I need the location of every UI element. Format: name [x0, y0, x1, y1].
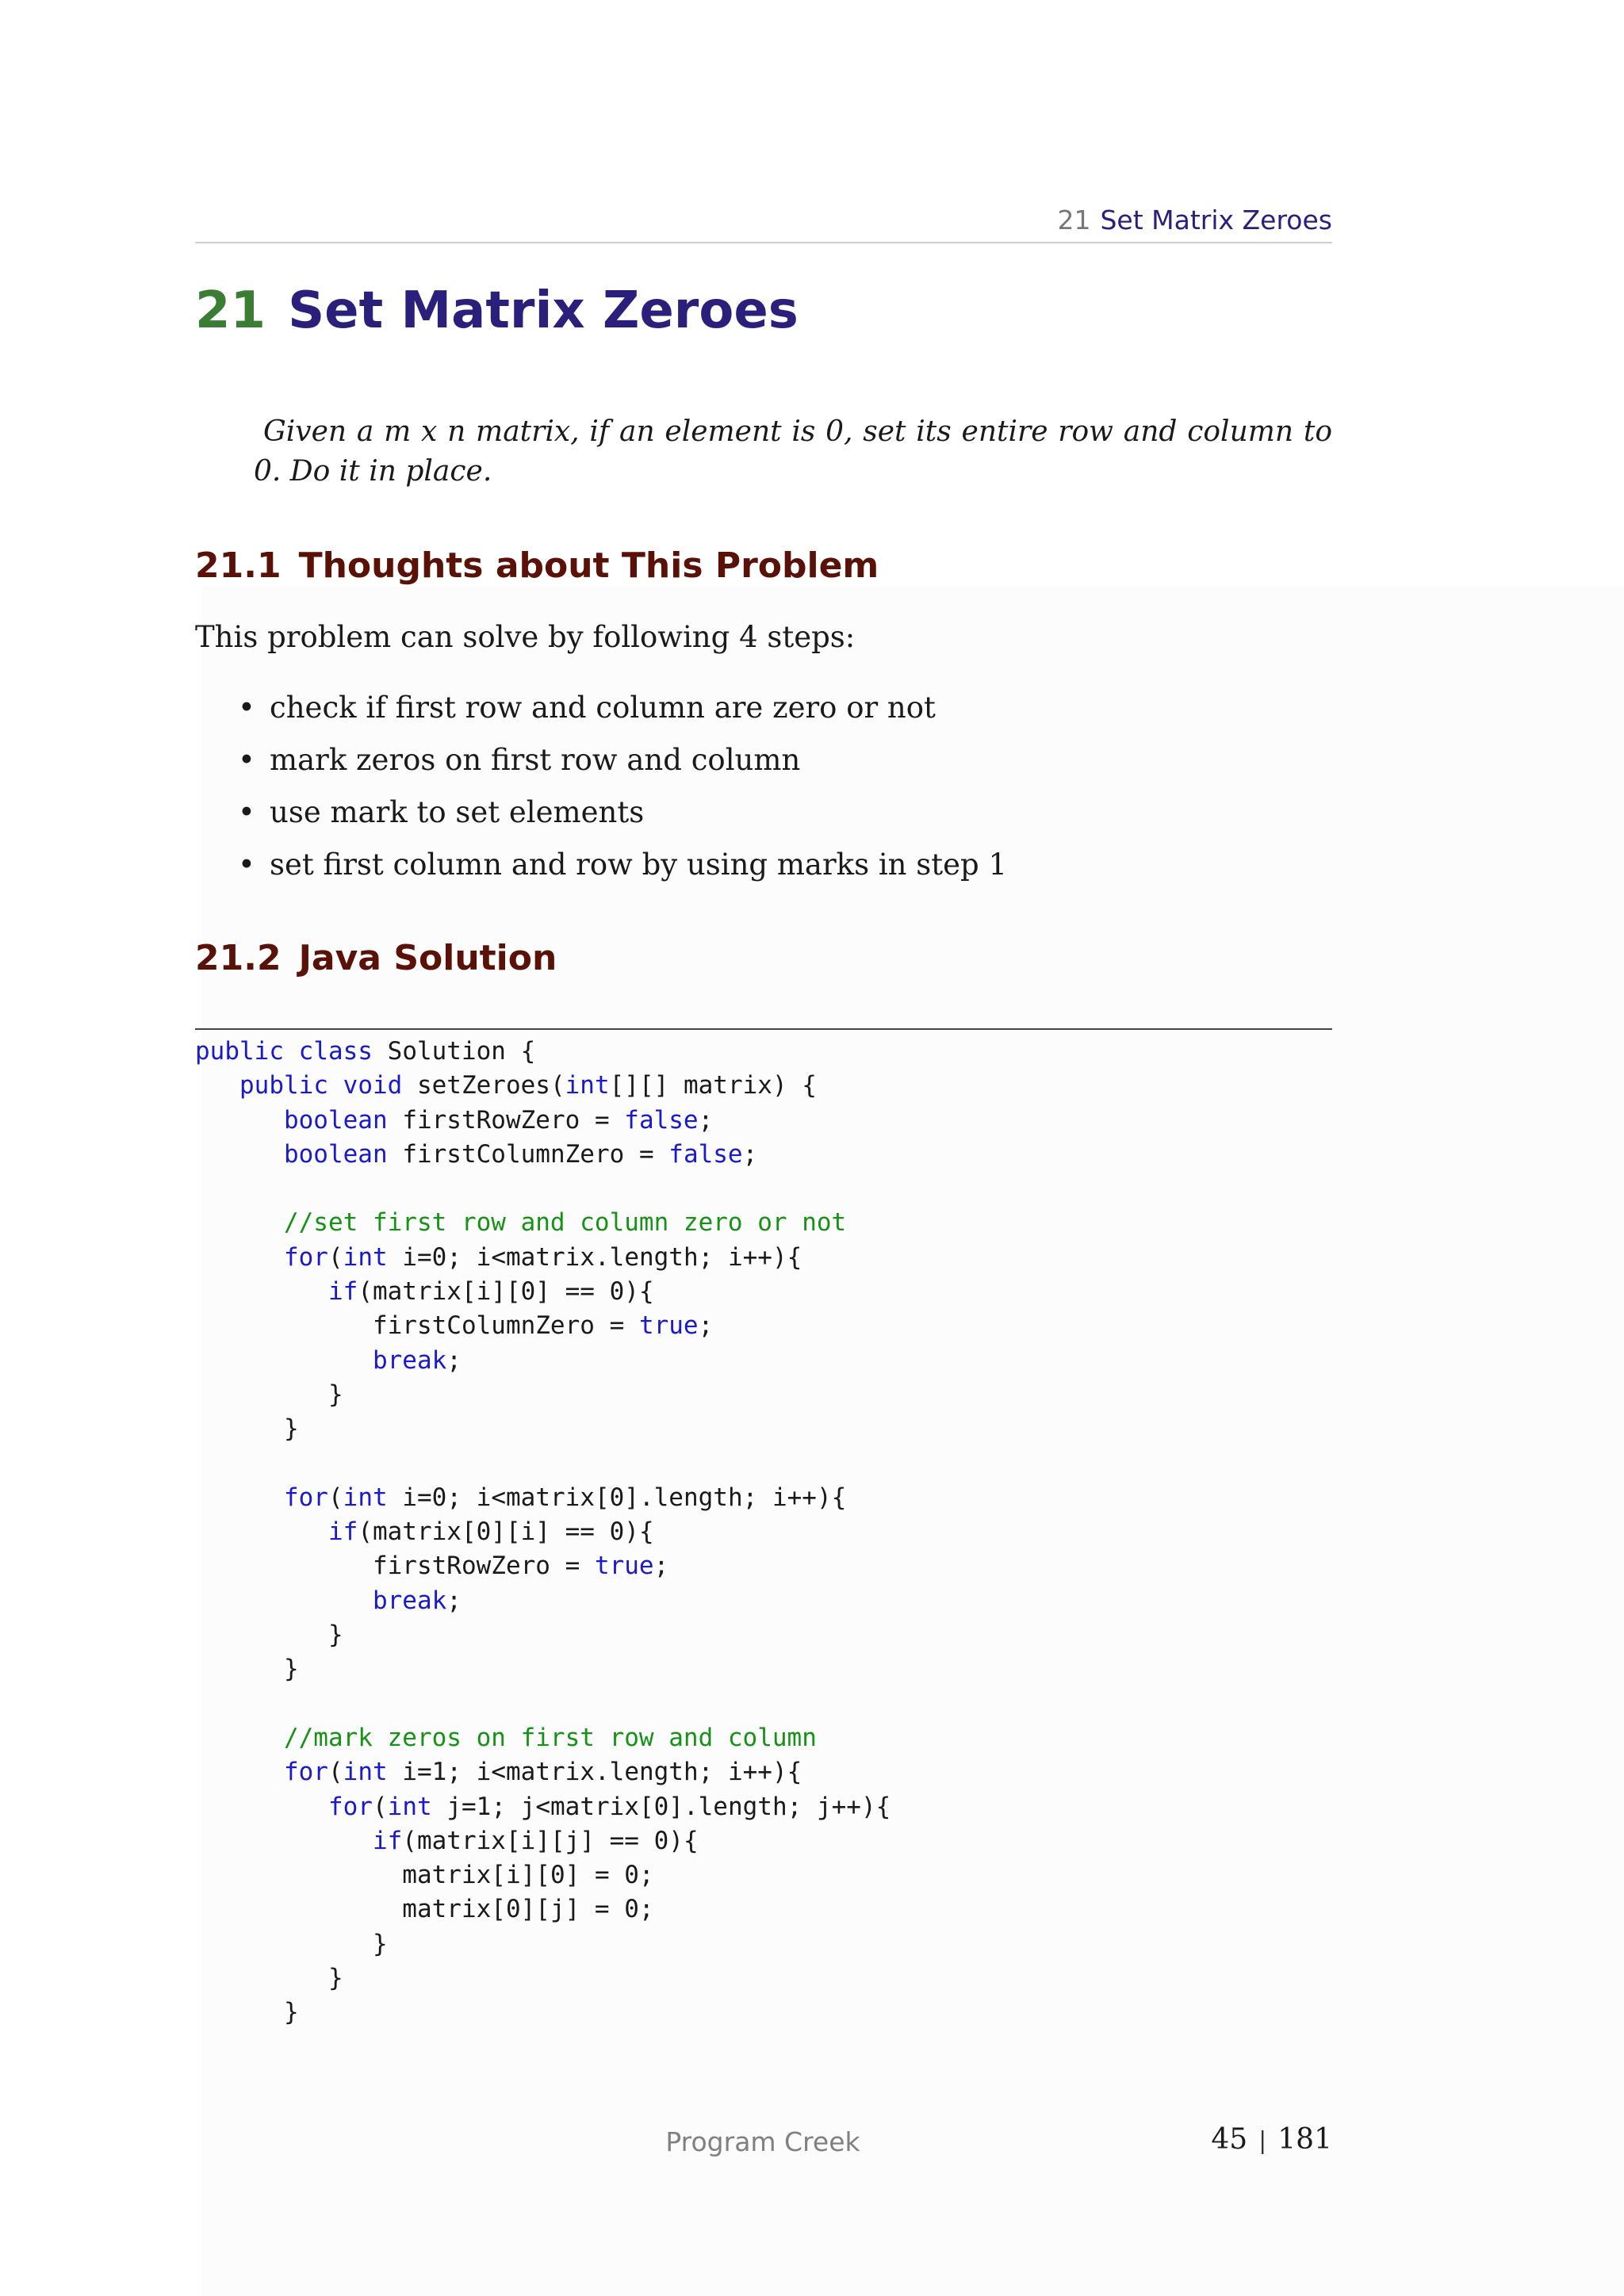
- code-line: [195, 1447, 891, 1481]
- code-line: [195, 1172, 891, 1206]
- code-line: if(matrix[i][0] == 0){: [327, 1277, 654, 1307]
- running-head-title: Set Matrix Zeroes: [1100, 205, 1332, 235]
- code-line: for(int j=1; j<matrix[0].length; j++){: [327, 1792, 891, 1821]
- code-line: for(int i=0; i<matrix.length; i++){: [283, 1242, 802, 1272]
- code-line: }: [195, 1414, 299, 1444]
- code-line: matrix[0][j] = 0;: [402, 1895, 654, 1924]
- code-line: //set first row and column zero or not: [283, 1208, 847, 1238]
- code-line: break;: [372, 1345, 462, 1375]
- code-line: boolean firstRowZero = false;: [283, 1105, 714, 1135]
- list-item: • mark zeros on first row and column: [238, 734, 1007, 786]
- running-head-number: 21: [1057, 205, 1091, 235]
- code-line: if(matrix[i][j] == 0){: [372, 1826, 699, 1855]
- code-line: }: [195, 1380, 343, 1409]
- list-item: • set first column and row by using marks in step 1: [238, 839, 1007, 891]
- chapter-number: 21: [195, 281, 266, 340]
- page-separator: |: [1258, 2127, 1267, 2155]
- page-number: [1174, 2123, 1332, 2156]
- section-title: Thoughts about This Problem: [298, 545, 879, 586]
- code-line: firstRowZero = true;: [372, 1552, 669, 1581]
- code-listing: [195, 1035, 891, 2030]
- code-line: }: [195, 1998, 299, 2027]
- code-line: }: [195, 1964, 343, 1993]
- code-line: }: [195, 1655, 299, 1684]
- list-item: • check if first row and column are zero or not: [238, 682, 1007, 734]
- code-line: //mark zeros on first row and column: [283, 1723, 817, 1752]
- current-page: 45: [1211, 2123, 1248, 2156]
- code-line: }: [195, 1929, 388, 1958]
- code-line: }: [195, 1621, 343, 1650]
- chapter-title: [195, 281, 799, 340]
- section-heading-java: [195, 938, 557, 978]
- code-line: break;: [372, 1586, 462, 1615]
- intro-paragraph: This problem can solve by following 4 steps:: [195, 620, 856, 654]
- code-line: firstColumnZero = true;: [372, 1311, 714, 1341]
- code-top-rule: [195, 1028, 1332, 1030]
- total-pages: 181: [1277, 2123, 1332, 2156]
- running-head: [195, 205, 1332, 235]
- code-line: for(int i=0; i<matrix[0].length; i++){: [283, 1483, 847, 1512]
- list-item: • use mark to set elements: [238, 786, 1007, 839]
- header-rule: [195, 242, 1332, 243]
- section-number: 21.2: [195, 938, 282, 978]
- section-number: 21.1: [195, 545, 282, 586]
- steps-list: [238, 682, 1007, 891]
- code-line: public void setZeroes(int[][] matrix) {: [239, 1071, 817, 1100]
- footer-book-title: Program Creek: [665, 2126, 860, 2157]
- chapter-title-text: Set Matrix Zeroes: [288, 281, 799, 340]
- code-line: boolean firstColumnZero = false;: [283, 1139, 758, 1169]
- problem-statement: Given a m x n matrix, if an element is 0, set its entire row and column to 0. Do it in place.: [254, 415, 1332, 488]
- code-line: if(matrix[0][i] == 0){: [327, 1517, 654, 1547]
- code-line: public class Solution {: [195, 1037, 536, 1066]
- code-line: matrix[i][0] = 0;: [402, 1861, 654, 1890]
- section-heading-thoughts: [195, 545, 879, 586]
- code-line: [195, 1687, 891, 1721]
- section-title: Java Solution: [298, 938, 557, 978]
- code-line: for(int i=1; i<matrix.length; i++){: [283, 1758, 802, 1787]
